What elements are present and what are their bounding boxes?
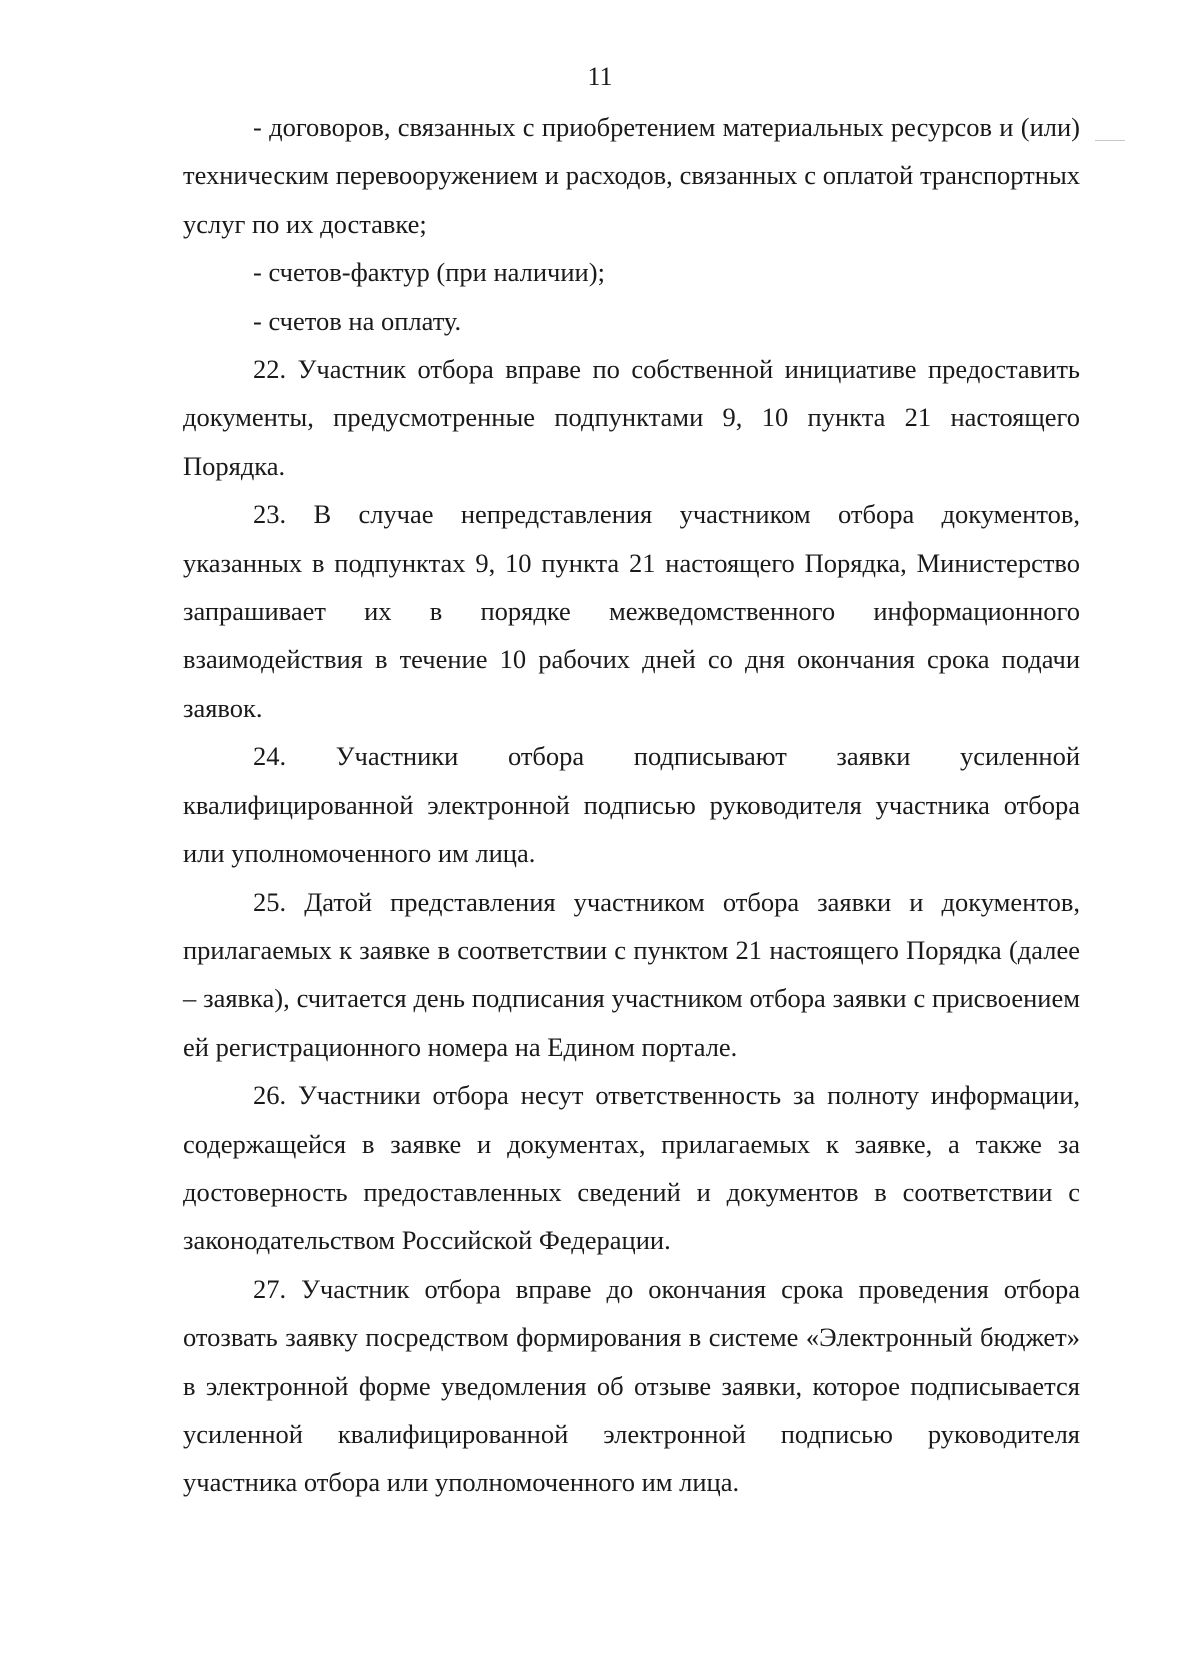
document-body	[183, 103, 1080, 1507]
paragraph-26: 26. Участники отбора несут ответственность за полноту информации, содержащейся в заявке и документах, прилагаемых к заявке, а также за достоверность предоставленных сведений и документов в соответствии с законодательством Российской Федерации.	[183, 1080, 1080, 1256]
scan-artifact	[1095, 140, 1125, 141]
paragraph-23: 23. В случае непредставления участником отбора документов, указанных в подпунктах 9, 10 пункта 21 настоящего Порядка, Министерство запрашивает их в порядке межведомственного информационного взаимодействия в течение 10 рабочих дней со дня окончания срока подачи заявок.	[183, 499, 1080, 723]
paragraph-27: 27. Участник отбора вправе до окончания срока проведения отбора отозвать заявку посредством формирования в системе «Электронный бюджет» в электронной форме уведомления об отзыве заявки, которое подписывается усиленной квалифицированной электронной подписью руководителя участника отбора или уполномоченного им лица.	[183, 1273, 1080, 1498]
paragraph-bills: - счетов на оплату.	[253, 305, 462, 336]
paragraph-24: 24. Участники отбора подписывают заявки усиленной квалифицированной электронной подписью руководителя участника отбора или уполномоченного им лица.	[183, 741, 1080, 869]
paragraph-invoices: - счетов-фактур (при наличии);	[253, 257, 605, 288]
paragraph-contracts: - договоров, связанных с приобретением материальных ресурсов и (или) техническим перевооружением и расходов, связанных с оплатой транспортных услуг по их доставке;	[183, 112, 1080, 239]
paragraph-22: 22. Участник отбора вправе по собственной инициативе предоставить документы, предусмотренные подпунктами 9, 10 пункта 21 настоящего Порядка.	[183, 354, 1080, 481]
paragraph-25: 25. Датой представления участником отбора заявки и документов, прилагаемых к заявке в соответствии с пунктом 21 настоящего Порядка (далее – заявка), считается день подписания участником отбора заявки с присвоением ей регистрационного номера на Едином портале.	[183, 886, 1080, 1062]
page-number: 11	[587, 62, 613, 91]
